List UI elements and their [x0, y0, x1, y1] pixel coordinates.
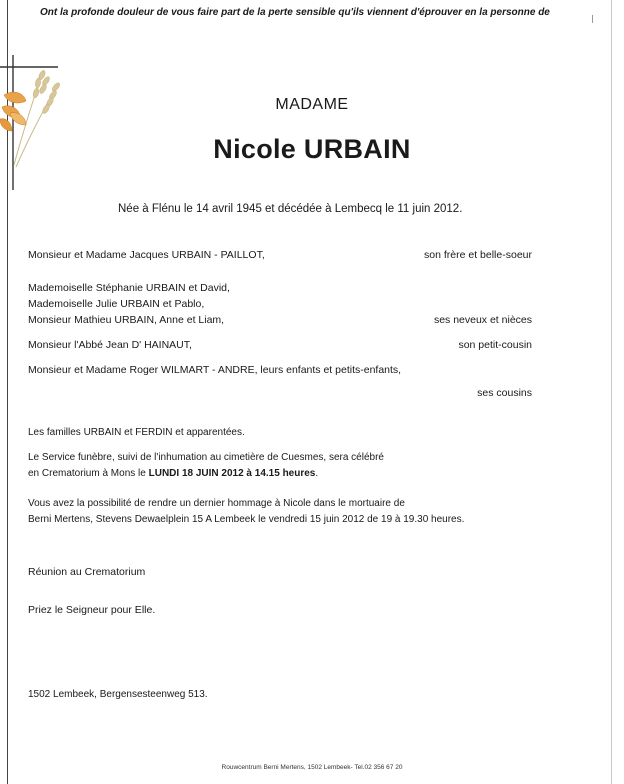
reunion-line: Réunion au Crematorium	[28, 566, 146, 578]
right-border-line	[611, 0, 612, 784]
relation-label: ses cousins	[477, 387, 532, 399]
visit-line-2: Berni Mertens, Stevens Dewaelplein 15 A Lembeek le vendredi 15 juin 2012 de 19 à 19.30 heures.	[28, 514, 465, 525]
family-member-line: Monsieur et Madame Roger WILMART - ANDRE, leurs enfants et petits-enfants,	[28, 364, 402, 376]
family-member-line: Mademoiselle Julie URBAIN et Pablo,	[28, 298, 205, 310]
families-line: Les familles URBAIN et FERDIN et apparentées.	[28, 427, 245, 438]
address-line: 1502 Lembeek, Bergensesteenweg 513.	[28, 689, 208, 700]
service-date-time: LUNDI 18 JUIN 2012 à 14.15 heures	[148, 468, 316, 479]
relation-label: son petit-cousin	[458, 339, 532, 351]
family-member-line: Monsieur Mathieu URBAIN, Anne et Liam,	[28, 314, 225, 326]
service-prefix: en Crematorium à Mons le	[28, 468, 149, 479]
intro-text: Ont la profonde douleur de vous faire part de la perte sensible qu'ils viennent d'éprouver en la personne de	[40, 7, 550, 18]
service-suffix: .	[315, 468, 319, 479]
relation-label: son frère et belle-soeur	[424, 249, 532, 261]
corner-mark	[592, 15, 593, 23]
prayer-line: Priez le Seigneur pour Elle.	[28, 604, 156, 616]
service-line-2	[28, 468, 318, 479]
cross-with-wheat-icon	[0, 55, 80, 195]
deceased-name: Nicole URBAIN	[213, 134, 411, 164]
visit-line-1: Vous avez la possibilité de rendre un dernier hommage à Nicole dans le mortuaire de	[28, 498, 405, 509]
family-member-line: Monsieur l'Abbé Jean D' HAINAUT,	[28, 339, 192, 351]
service-line-1: Le Service funèbre, suivi de l'inhumation au cimetière de Cuesmes, sera célébré	[28, 452, 384, 463]
relation-label: ses neveux et nièces	[433, 314, 532, 326]
family-member-line: Monsieur et Madame Jacques URBAIN - PAILLOT,	[28, 249, 265, 261]
birth-death-line: Née à Flénu le 14 avril 1945 et décédée à Lembecq le 11 juin 2012.	[118, 203, 463, 215]
footer-funeral-home: Rouwcentrum Berni Mertens, 1502 Lembeek- Tel.02 356 67 20	[221, 764, 403, 771]
honorific-title: MADAME	[275, 96, 349, 113]
family-member-line: Mademoiselle Stéphanie URBAIN et David,	[28, 282, 230, 294]
